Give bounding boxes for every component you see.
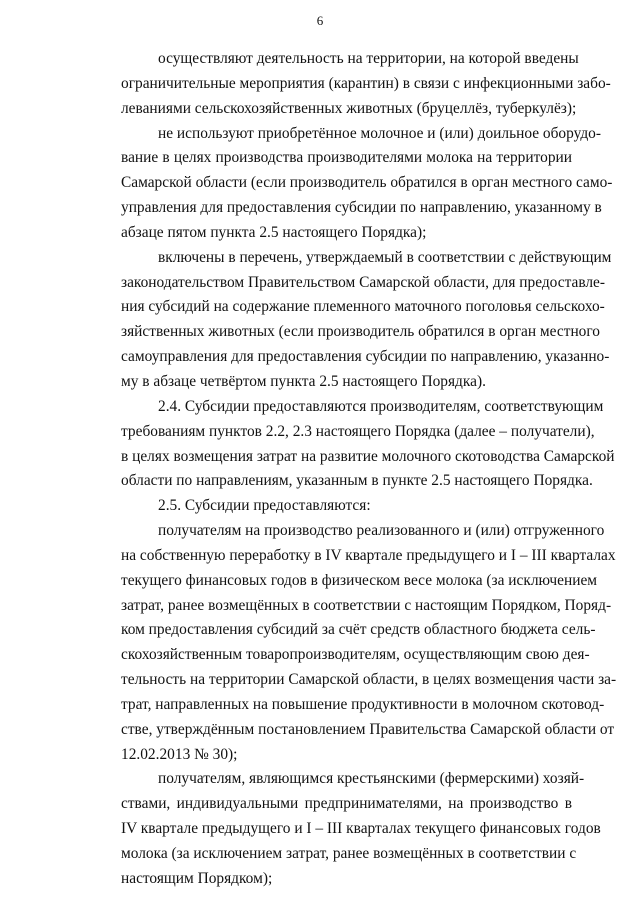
paragraph-line: абзаце пятом пункта 2.5 настоящего Порядка);	[121, 223, 427, 241]
paragraph-line: ком предоставления субсидий за счёт средств областного бюджета сель-	[121, 621, 596, 639]
paragraph-line: законодательством Правительством Самарской области, для предоставле-	[121, 273, 606, 291]
paragraph-line: получателям, являющимся крестьянскими (фермерскими) хозяй-	[158, 770, 585, 788]
paragraph-line: затрат, ранее возмещённых в соответствии с настоящим Порядком, Поряд-	[121, 596, 612, 614]
paragraph-line: требованиям пунктов 2.2, 2.3 настоящего Порядка (далее – получатели),	[121, 422, 595, 440]
paragraph-restricted-territory	[84, 47, 611, 122]
paragraph-line: IV квартале предыдущего и I – III кварталах текущего финансовых годов	[121, 820, 601, 838]
paragraph-line: Самарской области (если производитель обратился в орган местного само-	[121, 174, 613, 192]
section-2-5-heading	[84, 494, 572, 519]
paragraph-line: в целях возмещения затрат на развитие молочного скотоводства Самарской	[121, 447, 615, 465]
paragraph-line: леваниями сельскохозяйственных животных (бруцеллёз, туберкулёз);	[121, 99, 577, 117]
paragraph-line: включены в перечень, утверждаемый в соответствии с действующим	[158, 248, 612, 266]
paragraph-line: настоящим Порядком);	[121, 869, 273, 887]
paragraph-line: не используют приобретённое молочное и (или) доильное оборудо-	[158, 124, 601, 142]
paragraph-line: ограничительные мероприятия (карантин) в связи с инфекционными забо-	[121, 74, 611, 92]
paragraph-line: вание в целях производства производителями молока на территории	[121, 149, 572, 167]
paragraph-line: 12.02.2013 № 30);	[121, 745, 238, 763]
paragraph-line: скохозяйственным товаропроизводителям, осуществляющим свою дея-	[121, 646, 590, 664]
paragraph-line: самоуправления для предоставления субсидии по направлению, указанно-	[121, 348, 610, 366]
paragraph-line: ния субсидий на содержание племенного маточного поголовья сельскохо-	[121, 298, 605, 316]
paragraph-line: тельность на территории Самарской области, в целях возмещения части за-	[121, 671, 617, 689]
paragraph-milk-equipment	[84, 122, 613, 246]
paragraph-farm-recipients	[84, 767, 601, 891]
paragraph-line: осуществляют деятельность на территории, на которой введены	[158, 50, 579, 67]
page-number: 6	[316, 13, 324, 28]
paragraph-line: трат, направленных на повышение продуктивности в молочном скотовод-	[121, 695, 605, 713]
paragraph-line: получателям на производство реализованного и (или) отгруженного	[158, 522, 605, 540]
paragraph-line: му в абзаце четвёртом пункта 2.5 настоящего Порядка).	[121, 372, 486, 390]
section-2-4	[84, 395, 615, 494]
paragraph-line: зяйственных животных (если производитель обратился в орган местного	[121, 323, 601, 341]
paragraph-line: стве, утверждённым постановлением Правительства Самарской области от	[121, 720, 615, 738]
paragraph-line: на собственную переработку в IV квартале предыдущего и I – III кварталах	[121, 546, 616, 564]
paragraph-line: ствами, индивидуальными предпринимателями, на производство в	[121, 795, 572, 813]
paragraph-line: молока (за исключением затрат, ранее возмещённых в соответствии с	[121, 845, 577, 862]
paragraph-line: 2.4. Субсидии предоставляются производителям, соответствующим	[158, 397, 604, 415]
paragraph-breeding-list	[84, 246, 612, 395]
paragraph-line: текущего финансовых годов в физическом весе молока (за исключением	[121, 571, 598, 589]
document-body	[84, 47, 617, 892]
paragraph-line: области по направлениям, указанным в пункте 2.5 настоящего Порядка.	[121, 472, 593, 490]
paragraph-recipients-production	[84, 519, 617, 767]
paragraph-line: 2.5. Субсидии предоставляются:	[158, 497, 371, 515]
paragraph-line: управления для предоставления субсидии по направлению, указанному в	[121, 199, 602, 217]
